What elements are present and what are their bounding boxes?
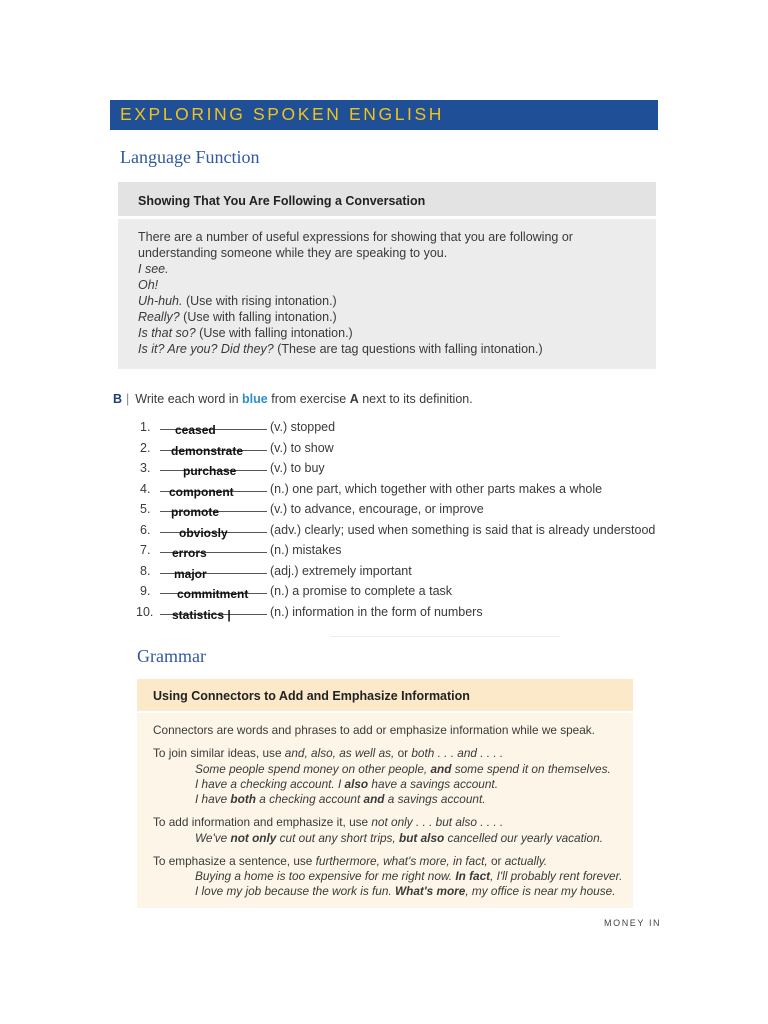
- instruction-text: next to its definition.: [358, 392, 473, 406]
- expression-italic: Really?: [138, 310, 180, 324]
- rule-text: To join similar ideas, use: [153, 746, 285, 760]
- rule-add: [153, 815, 503, 829]
- instruction-text: Write each word in: [135, 392, 243, 406]
- item-number: 7.: [140, 543, 151, 557]
- definition-row: [0, 579, 768, 599]
- example-sentence: [195, 869, 622, 883]
- item-number: 1.: [140, 420, 151, 434]
- definition-text: (adv.) clearly; used when something is said that is already understood: [270, 523, 656, 537]
- grammar-box-header: [137, 679, 633, 711]
- definition-text: (n.) information in the form of numbers: [270, 605, 483, 619]
- intro-line-2: understanding someone while they are speaking to you.: [138, 246, 448, 260]
- definition-row: [0, 477, 768, 497]
- expression-note: (Use with falling intonation.): [195, 326, 353, 340]
- definition-row: [0, 436, 768, 456]
- answer-text: promote: [171, 505, 219, 519]
- definition-text: (v.) to show: [270, 441, 334, 455]
- rule-emphasize: [153, 854, 547, 868]
- answer-blank[interactable]: [160, 423, 267, 437]
- definition-text: (v.) stopped: [270, 420, 336, 434]
- exercise-letter: B: [113, 392, 123, 406]
- answer-text: demonstrate: [171, 444, 244, 458]
- answer-text: obviosly: [179, 526, 228, 540]
- definition-row: [0, 456, 768, 476]
- answer-text: purchase: [183, 464, 237, 478]
- example-text: a checking account: [255, 792, 364, 806]
- expression-italic: Is that so?: [138, 326, 196, 340]
- expression-italic: Uh-huh.: [138, 294, 183, 308]
- item-number: 4.: [140, 482, 151, 496]
- item-number: 2.: [140, 441, 151, 455]
- definition-text: (n.) a promise to complete a task: [270, 584, 453, 598]
- definition-row: [0, 415, 768, 435]
- language-function-heading: Language Function: [120, 147, 260, 167]
- definition-row: [0, 518, 768, 538]
- rule-text: or: [394, 746, 412, 760]
- language-function-box-title: Showing That You Are Following a Conversation: [138, 194, 426, 208]
- example-text: some spend it on themselves.: [451, 762, 611, 776]
- answer-blank[interactable]: [160, 526, 267, 540]
- item-number: 6.: [140, 523, 151, 537]
- answer-text: component: [169, 485, 234, 499]
- definition-text: (v.) to advance, encourage, or improve: [270, 502, 484, 516]
- separator-bar: |: [126, 392, 130, 406]
- expression-note: (Use with falling intonation.): [179, 310, 337, 324]
- item-number: 8.: [140, 564, 151, 578]
- rule-text: To add information and emphasize it, use: [153, 815, 372, 829]
- example-sentence: [195, 884, 615, 898]
- example-text: I have: [195, 792, 231, 806]
- answer-text: statistics |: [172, 608, 231, 622]
- item-number: 3.: [140, 461, 151, 475]
- rule-text: To emphasize a sentence, use: [153, 854, 316, 868]
- example-text: Buying a home is too expensive for me right now.: [195, 869, 456, 883]
- answer-text: errors: [172, 546, 207, 560]
- answer-text: major: [174, 567, 207, 581]
- grammar-intro: Connectors are words and phrases to add or emphasize information while we speak.: [153, 723, 595, 737]
- item-number: 5.: [140, 502, 151, 516]
- answer-blank[interactable]: [160, 546, 267, 560]
- example-text: Some people spend money on other people,: [195, 762, 431, 776]
- answer-blank[interactable]: [160, 567, 267, 581]
- example-text: We've: [195, 831, 231, 845]
- exercise-b-instruction: [113, 392, 473, 406]
- rule-connector: both . . . and . . . .: [411, 746, 504, 760]
- item-number: 10.: [136, 605, 154, 619]
- example-text: a savings account.: [384, 792, 486, 806]
- example-sentence: [195, 831, 603, 845]
- answer-blank[interactable]: [160, 608, 267, 622]
- section-banner: [110, 100, 658, 130]
- answer-blank[interactable]: [160, 485, 267, 499]
- definition-text: (n.) one part, which together with other parts makes a whole: [270, 482, 603, 496]
- language-function-box-body: [118, 219, 656, 369]
- expression-line: [138, 309, 337, 325]
- definition-row: [0, 538, 768, 558]
- item-number: 9.: [140, 584, 151, 598]
- instruction-exercise-ref: A: [349, 392, 359, 406]
- expression-note: (Use with rising intonation.): [182, 294, 337, 308]
- rule-connector: actually.: [504, 854, 548, 868]
- answer-blank[interactable]: [160, 464, 267, 478]
- grammar-heading: Grammar: [137, 646, 206, 666]
- banner-title: EXPLORING SPOKEN ENGLISH: [120, 104, 445, 124]
- definition-text: (v.) to buy: [270, 461, 325, 475]
- answer-blank[interactable]: [160, 587, 267, 601]
- example-text: I have a checking account. I: [195, 777, 345, 791]
- instruction-text: from exercise: [267, 392, 350, 406]
- expression-italic: I see.: [138, 262, 169, 276]
- grammar-box-title: Using Connectors to Add and Emphasize Information: [153, 689, 470, 703]
- expression-note: (These are tag questions with falling intonation.): [273, 342, 543, 356]
- rule-connector: furthermore, what's more, in fact,: [315, 854, 488, 868]
- example-connector: but also: [398, 831, 445, 845]
- example-connector: In fact: [455, 869, 491, 883]
- instruction-blue-word: blue: [242, 392, 268, 406]
- example-text: have a savings account.: [368, 777, 498, 791]
- example-connector: not only: [230, 831, 277, 845]
- definition-row: [0, 497, 768, 517]
- expression-line: [138, 261, 169, 277]
- definition-text: (n.) mistakes: [270, 543, 342, 557]
- rule-join: [153, 746, 503, 760]
- example-sentence: [195, 792, 486, 806]
- expression-italic: Oh!: [138, 278, 159, 292]
- example-connector: both: [230, 792, 256, 806]
- expression-line: [138, 293, 337, 309]
- example-text: , my office is near my house.: [465, 884, 616, 898]
- example-text: cut out any short trips,: [276, 831, 399, 845]
- example-text: , I'll probably rent forever.: [490, 869, 623, 883]
- expression-line: [138, 341, 543, 357]
- answer-blank[interactable]: [160, 444, 267, 458]
- definition-row: [0, 600, 768, 620]
- answer-text: commitment: [177, 587, 249, 601]
- example-sentence: [195, 777, 498, 791]
- divider: [330, 636, 560, 637]
- expression-italic: Is it? Are you? Did they?: [138, 342, 274, 356]
- expression-line: [138, 277, 158, 293]
- example-text: cancelled our yearly vacation.: [444, 831, 603, 845]
- example-text: I love my job because the work is fun.: [195, 884, 395, 898]
- answer-text: ceased: [175, 423, 216, 437]
- language-function-box-header: [118, 182, 656, 216]
- example-connector: also: [344, 777, 369, 791]
- expression-line: [138, 325, 353, 341]
- example-connector: What's more: [395, 884, 466, 898]
- rule-connector: and, also, as well as,: [284, 746, 395, 760]
- example-sentence: [195, 762, 611, 776]
- definition-row: [0, 559, 768, 579]
- example-connector: and: [430, 762, 452, 776]
- example-connector: and: [363, 792, 385, 806]
- rule-text: or: [487, 854, 505, 868]
- intro-line-1: There are a number of useful expressions for showing that you are following or: [138, 230, 573, 244]
- page-footer: MONEY IN: [604, 918, 662, 928]
- grammar-box-body: [137, 713, 633, 908]
- definition-text: (adj.) extremely important: [270, 564, 412, 578]
- answer-blank[interactable]: [160, 505, 267, 519]
- rule-connector: not only . . . but also . . . .: [371, 815, 504, 829]
